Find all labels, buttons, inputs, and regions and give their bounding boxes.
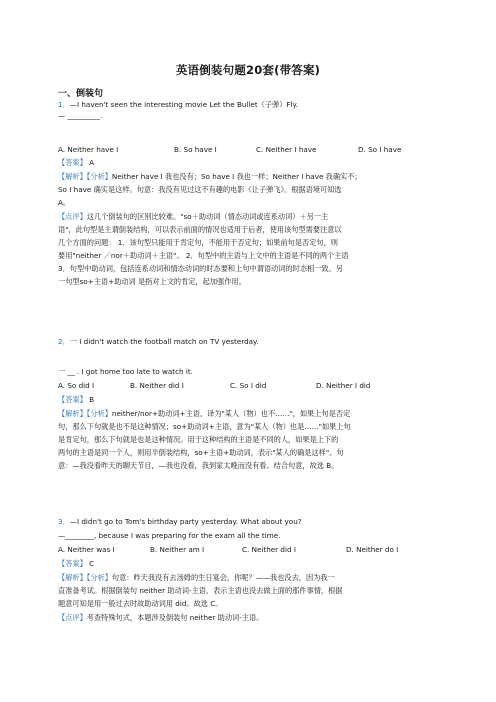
answer-tag: 【答案】: [58, 395, 87, 404]
analysis-line: 句，那么下句就是也不是这种情况；so+助动词+主语，意为"某人（物）也是……"如果上句: [58, 422, 351, 431]
analysis-line: A。: [58, 198, 71, 207]
section-heading: 一、倒装句: [58, 89, 104, 99]
q1-option-b: B. So have I: [174, 145, 217, 154]
question-1-answer: [58, 158, 442, 168]
analysis-line: 【解析】【分析】Neither have I 我也没有；So have I 我也一样；Neither I have 我确实不；: [58, 172, 362, 181]
analysis-line: So I have 确实是这样。句意：我没有见过这不有趣的电影《让子弹飞》。根据语境可知选: [58, 185, 342, 194]
q3-option-b: B. Neither am I: [150, 545, 205, 554]
question-3-number: 3．: [58, 517, 70, 526]
q2-option-c: C. So I did: [230, 381, 267, 390]
question-3-answer: [58, 559, 442, 569]
question-1-number: 1．: [58, 100, 70, 109]
q1-option-a: A. Neither have I: [58, 145, 119, 154]
analysis-line: 两句的主语是同一个人，则用半倒装结构，so+主语+助动词，表示"某人的确是这样"。句: [58, 448, 344, 457]
q3-option-a: A. Neither was I: [58, 545, 115, 554]
analysis-line: 一句型so+主语+助动词 是指对上文的肯定，起加强作用。: [58, 277, 246, 286]
analysis-line: 题意可知是用一般过去时故助动词用 did。故选 C。: [58, 599, 223, 608]
analysis-line: 几个方面的问题： 1．该句型只能用于肯定句，不能用于否定句；如果前句是否定句，则: [58, 238, 338, 247]
question-1-text: —I haven't seen the interesting movie Let the Bullet（子弹）Fly.: [69, 100, 299, 109]
question-2-text: 一 I didn't watch the football match on TV yesterday.: [69, 337, 259, 346]
question-2-options: [58, 381, 442, 391]
question-3-text: —I didn't go to Tom's birthday party yesterday. What about you?: [69, 517, 302, 526]
analysis-line: 要用"neither ／nor＋助动词＋主语"。 2．句型中的主语与上文中的主语是不同的两个主语: [58, 251, 349, 260]
question-3-options: [58, 545, 442, 555]
question-1-blank: — _________.: [58, 111, 103, 120]
answer-value: A: [89, 158, 94, 167]
q1-option-d: D. So I have: [358, 145, 402, 154]
question-1-options: [58, 145, 442, 155]
question-2-number: 2．: [58, 337, 70, 346]
analysis-line: 【点评】这几个倒装句的区别比较难。"so＋助动词（情态动词或连系动词）＋另一主: [58, 212, 329, 221]
answer-tag: 【答案】: [58, 559, 87, 568]
q2-option-d: D. Neither I did: [316, 381, 371, 390]
analysis-line: 3．句型中助动词，包括连系动词和情态动词的时态要和上句中谓语动词的时态相一致。另: [58, 264, 343, 273]
analysis-line: 语"，此句型是主谓倒装结构，可以表示前面的情况也适用于后者，使用该句型需要注意以: [58, 225, 342, 234]
analysis-line: 意：—我没看昨天的聊天节目，—我也没看，我到家太晚而没有看。结合句意，故选 B。: [58, 461, 339, 470]
analysis-line: 【点评】考查特殊句式，本题涉及倒装句 neither 助动词-主语。: [58, 613, 264, 622]
q3-option-c: C. Neither did I: [242, 545, 296, 554]
question-3-stem: [58, 517, 442, 527]
analysis-line: 【解析】【分析】neither/nor+助动词+主语，译为"某人（物）也不……"，如果上句是否定: [58, 409, 351, 418]
q2-option-b: B. Neither did I: [130, 381, 184, 390]
answer-value: C: [89, 559, 95, 568]
question-2-stem: [58, 337, 442, 347]
question-2-answer: [58, 395, 442, 405]
question-1-stem: [58, 100, 442, 110]
page-title: 英语倒装句题20套(带答案): [175, 63, 321, 77]
answer-value: B: [89, 395, 94, 404]
question-2-blank: 一 __ . I got home too late to watch it.: [58, 367, 193, 376]
answer-tag: 【答案】: [58, 158, 87, 167]
q3-option-d: D. Neither do I: [346, 545, 399, 554]
q2-option-a: A. So did I: [58, 381, 95, 390]
question-3-blank: —________, because I was preparing for the exam all the time.: [58, 531, 281, 540]
analysis-line: 是肯定句，那么下句就是也是这种情况。用于这种结构的主语是不同的人，如果是上下的: [58, 435, 339, 444]
q1-option-c: C. Neither I have: [256, 145, 317, 154]
analysis-line: 【解析】【分析】句意：昨天我没有去汤姆的生日宴会，你呢？——我也没去，因为我一: [58, 573, 335, 582]
analysis-line: 直准备考试。根据倒装句 neither 助动词-主语，表示主语也没去做上面的那件事情，根据: [58, 586, 343, 595]
